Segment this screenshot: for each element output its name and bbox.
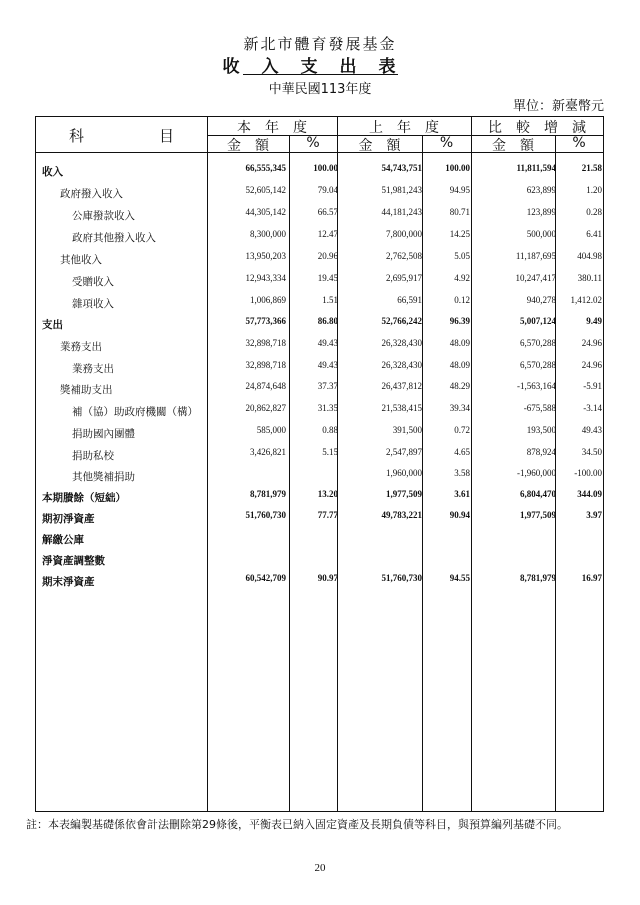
current-pct: 86.80 xyxy=(317,316,338,326)
row-label: 雜項收入 xyxy=(72,298,114,310)
change-amount: 6,570,288 xyxy=(520,338,556,348)
prior-pct: 4.65 xyxy=(454,447,470,457)
table-row xyxy=(36,401,603,422)
change-pct: 404.98 xyxy=(577,251,602,261)
prior-amount: 52,766,242 xyxy=(381,316,422,326)
current-pct: 12.47 xyxy=(317,229,338,239)
header-prior-amount: 金 額 xyxy=(358,138,401,154)
change-pct: -3.14 xyxy=(583,403,602,413)
prior-pct: 4.92 xyxy=(454,273,470,283)
row-label: 收入 xyxy=(42,166,63,178)
current-amount: 60,542,709 xyxy=(245,573,286,583)
prior-pct: 3.61 xyxy=(454,489,470,499)
table-row xyxy=(36,227,603,248)
row-label: 期末淨資產 xyxy=(42,576,95,588)
prior-pct: 14.25 xyxy=(449,229,470,239)
current-pct: 49.43 xyxy=(317,338,338,348)
current-pct: 77.77 xyxy=(317,510,338,520)
table-row xyxy=(36,161,603,182)
current-amount: 24,874,648 xyxy=(245,381,286,391)
table-row xyxy=(36,508,603,529)
change-amount: 878,924 xyxy=(526,447,556,457)
prior-amount: 51,760,730 xyxy=(381,573,422,583)
prior-amount: 1,960,000 xyxy=(386,468,422,478)
change-pct: 6.41 xyxy=(586,229,602,239)
table-row xyxy=(36,183,603,204)
current-amount: 44,305,142 xyxy=(245,207,286,217)
current-amount: 8,300,000 xyxy=(250,229,286,239)
prior-amount: 26,328,430 xyxy=(381,360,422,370)
table-row xyxy=(36,336,603,357)
change-amount: -1,563,164 xyxy=(517,381,556,391)
table-row xyxy=(36,293,603,314)
row-label: 淨資產調整數 xyxy=(42,555,105,567)
change-pct: 34.50 xyxy=(581,447,602,457)
current-amount: 1,006,869 xyxy=(250,295,286,305)
table-row xyxy=(36,445,603,466)
table-row xyxy=(36,314,603,335)
row-label: 政府其他撥入收入 xyxy=(72,232,156,244)
prior-pct: 0.12 xyxy=(454,295,470,305)
table-row xyxy=(36,271,603,292)
header-change-amount: 金 額 xyxy=(492,138,534,154)
prior-amount: 2,695,917 xyxy=(386,273,422,283)
current-amount: 585,000 xyxy=(256,425,286,435)
prior-amount: 2,762,508 xyxy=(386,251,422,261)
current-pct: 100.00 xyxy=(313,163,338,173)
row-label: 本期賸餘（短絀） xyxy=(42,492,126,504)
current-pct: 31.35 xyxy=(317,403,338,413)
prior-pct: 39.34 xyxy=(449,403,470,413)
current-pct: 49.43 xyxy=(317,360,338,370)
change-amount: 11,187,695 xyxy=(515,251,556,261)
current-pct: 13.20 xyxy=(317,489,338,499)
current-pct: 90.97 xyxy=(317,573,338,583)
change-amount: 1,977,509 xyxy=(520,510,556,520)
change-amount: 940,278 xyxy=(526,295,556,305)
prior-amount: 66,591 xyxy=(397,295,422,305)
row-label: 其他收入 xyxy=(60,254,102,266)
change-amount: 6,804,470 xyxy=(520,489,556,499)
current-amount: 3,426,821 xyxy=(250,447,286,457)
current-pct: 20.96 xyxy=(317,251,338,261)
statement-title: 收入支出表 xyxy=(222,57,418,77)
change-pct: 0.28 xyxy=(586,207,602,217)
change-pct: 3.97 xyxy=(586,510,602,520)
change-amount: 123,899 xyxy=(526,207,556,217)
change-amount: 623,899 xyxy=(526,185,556,195)
current-amount: 13,950,203 xyxy=(245,251,286,261)
change-amount: 11,811,594 xyxy=(516,163,556,173)
header-current-pct: % xyxy=(306,135,320,151)
fiscal-period: 中華民國113年度 xyxy=(268,82,372,97)
current-pct: 1.51 xyxy=(322,295,338,305)
prior-amount: 44,181,243 xyxy=(381,207,422,217)
row-label: 支出 xyxy=(42,319,63,331)
prior-amount: 2,547,897 xyxy=(386,447,422,457)
table-row xyxy=(36,571,603,592)
prior-amount: 54,743,751 xyxy=(381,163,422,173)
row-label: 業務支出 xyxy=(72,363,114,375)
prior-pct: 100.00 xyxy=(445,163,470,173)
header-prior-year: 上 年 度 xyxy=(369,120,439,136)
prior-amount: 7,800,000 xyxy=(386,229,422,239)
change-pct: 21.58 xyxy=(581,163,602,173)
header-prior-pct: % xyxy=(439,135,454,151)
row-label: 捐助國內團體 xyxy=(72,428,135,440)
prior-pct: 48.09 xyxy=(449,360,470,370)
row-label: 捐助私校 xyxy=(72,450,114,462)
prior-pct: 90.94 xyxy=(449,510,470,520)
change-pct: 344.09 xyxy=(577,489,602,499)
prior-pct: 80.71 xyxy=(449,207,470,217)
organization-name: 新北市體育發展基金 xyxy=(243,35,397,53)
row-label: 期初淨資產 xyxy=(42,513,95,525)
prior-pct: 3.58 xyxy=(454,468,470,478)
prior-amount: 51,981,243 xyxy=(381,185,422,195)
row-label: 獎補助支出 xyxy=(60,384,113,396)
page-number: 20 xyxy=(314,862,326,874)
prior-pct: 94.95 xyxy=(449,185,470,195)
prior-amount: 1,977,509 xyxy=(386,489,422,499)
current-amount: 8,781,979 xyxy=(250,489,286,499)
prior-amount: 26,328,430 xyxy=(381,338,422,348)
change-amount: 6,570,288 xyxy=(520,360,556,370)
change-amount: 500,000 xyxy=(526,229,556,239)
footnote: 註：本表編製基礎係依會計法刪除第29條後，平衡表已納入固定資產及長期負債等科目，與預算編列基礎不同。 xyxy=(26,818,568,831)
income-statement-table xyxy=(35,116,604,812)
header-subject: 科 目 xyxy=(68,127,174,145)
row-label: 受贈收入 xyxy=(72,276,114,288)
change-pct: 380.11 xyxy=(577,273,602,283)
prior-amount: 21,538,415 xyxy=(381,403,422,413)
header-change: 比 較 增 減 xyxy=(488,120,586,136)
current-pct: 5.15 xyxy=(322,447,338,457)
current-pct: 79.04 xyxy=(317,185,338,195)
change-pct: 24.96 xyxy=(581,338,602,348)
prior-amount: 26,437,812 xyxy=(381,381,422,391)
change-pct: 24.96 xyxy=(581,360,602,370)
table-row xyxy=(36,205,603,226)
prior-amount: 49,783,221 xyxy=(381,510,422,520)
row-label: 公庫撥款收入 xyxy=(72,210,135,222)
table-row xyxy=(36,466,603,487)
current-pct: 66.57 xyxy=(317,207,338,217)
table-row xyxy=(36,249,603,270)
change-amount: 10,247,417 xyxy=(515,273,556,283)
table-row xyxy=(36,529,603,550)
change-amount: -1,960,000 xyxy=(517,468,556,478)
current-pct: 37.37 xyxy=(317,381,338,391)
prior-pct: 48.09 xyxy=(449,338,470,348)
table-row xyxy=(36,379,603,400)
table-row xyxy=(36,487,603,508)
change-amount: 8,781,979 xyxy=(520,573,556,583)
header-change-pct: % xyxy=(572,135,586,151)
current-amount: 51,760,730 xyxy=(245,510,286,520)
row-label: 政府撥入收入 xyxy=(60,188,123,200)
prior-pct: 96.39 xyxy=(449,316,470,326)
currency-unit: 單位：新臺幣元 xyxy=(512,99,604,114)
table-row xyxy=(36,550,603,571)
current-amount: 12,943,334 xyxy=(245,273,286,283)
prior-pct: 5.05 xyxy=(454,251,470,261)
table-row xyxy=(36,423,603,444)
prior-pct: 94.55 xyxy=(449,573,470,583)
header-current-amount: 金 額 xyxy=(227,138,269,154)
row-label: 補（協）助政府機關（構） xyxy=(72,406,198,418)
prior-pct: 0.72 xyxy=(454,425,470,435)
current-amount: 32,898,718 xyxy=(245,338,286,348)
current-pct: 19.45 xyxy=(317,273,338,283)
row-label: 業務支出 xyxy=(60,341,102,353)
row-label: 其他獎補捐助 xyxy=(72,471,135,483)
title-underline xyxy=(243,74,398,75)
current-amount: 52,605,142 xyxy=(245,185,286,195)
change-pct: -100.00 xyxy=(574,468,602,478)
change-pct: 16.97 xyxy=(581,573,602,583)
current-amount: 32,898,718 xyxy=(245,360,286,370)
current-pct: 0.88 xyxy=(322,425,338,435)
change-pct: -5.91 xyxy=(583,381,602,391)
current-amount: 57,773,366 xyxy=(245,316,286,326)
change-pct: 49.43 xyxy=(581,425,602,435)
table-row xyxy=(36,358,603,379)
row-label: 解繳公庫 xyxy=(42,534,84,546)
prior-amount: 391,500 xyxy=(392,425,422,435)
change-amount: -675,588 xyxy=(523,403,556,413)
change-pct: 9.49 xyxy=(586,316,602,326)
change-pct: 1.20 xyxy=(586,185,602,195)
header-current-year: 本 年 度 xyxy=(237,120,307,136)
current-amount: 66,555,345 xyxy=(245,163,286,173)
prior-pct: 48.29 xyxy=(449,381,470,391)
change-amount: 193,500 xyxy=(526,425,556,435)
change-amount: 5,007,124 xyxy=(520,316,556,326)
change-pct: 1,412.02 xyxy=(570,295,602,305)
current-amount: 20,862,827 xyxy=(245,403,286,413)
